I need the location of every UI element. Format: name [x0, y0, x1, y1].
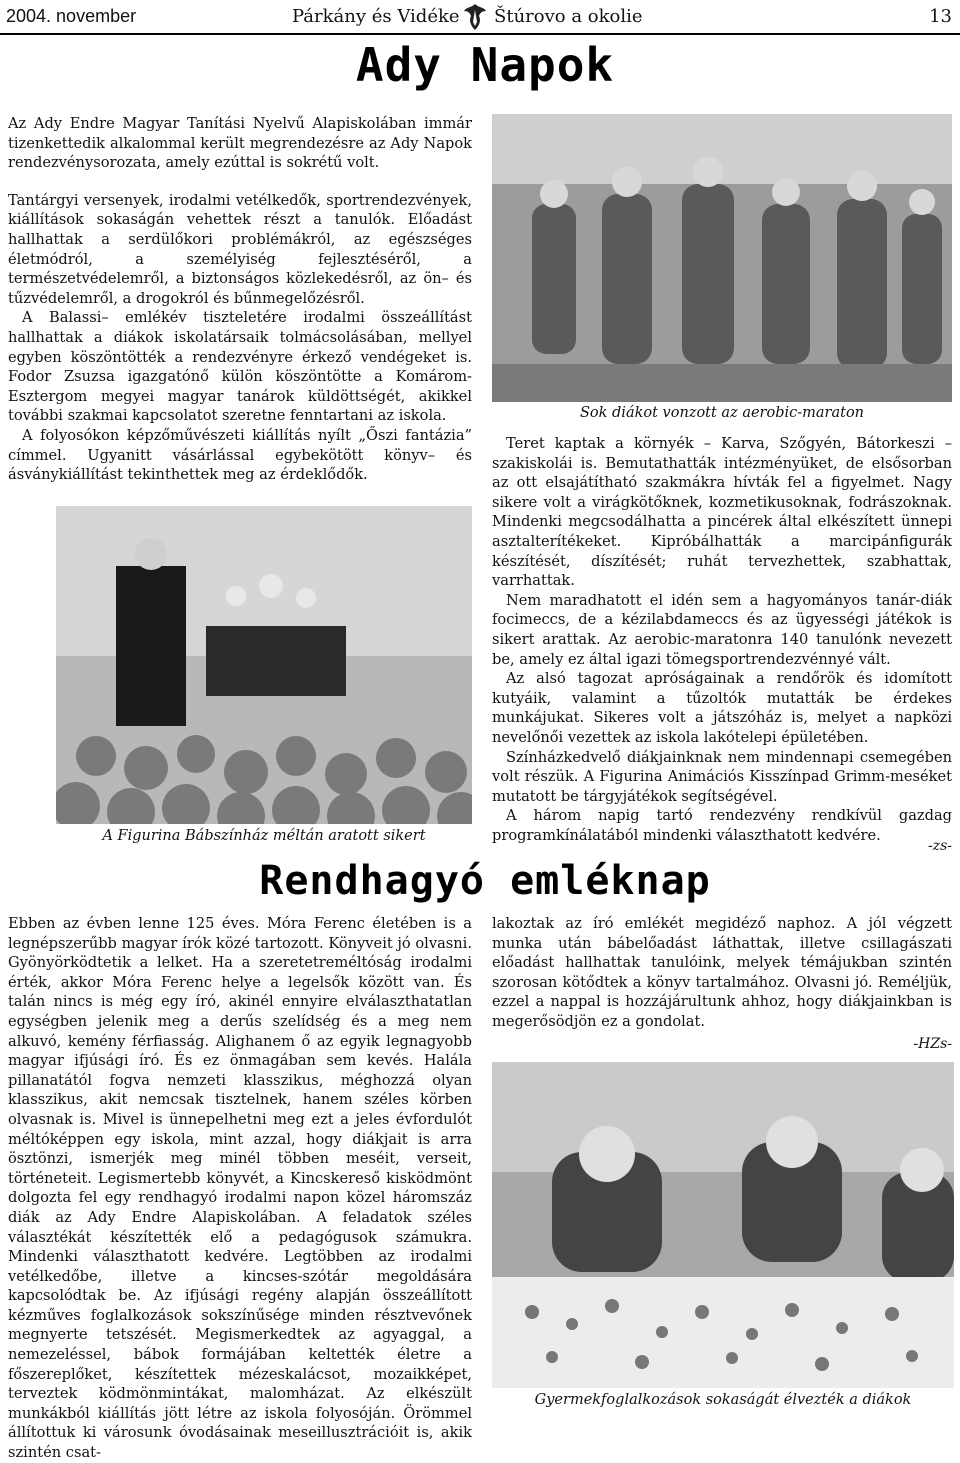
publication-name-slovak: Štúrovo a okolie — [494, 6, 643, 27]
aerobic-marathon-photo — [492, 114, 952, 402]
article2-signature: -HZs- — [913, 1036, 952, 1052]
publication-name-hungarian: Párkány és Vidéke — [292, 6, 460, 27]
article1-paragraph: Nem maradhatott el idén sem a hagyományos tanár-diák focimeccs, de a kézilabdameccs és az ügyességi játékok is sikert arattak. Az aerobic-maratonra 140 tanulónk nevezett be, amely ez által igazi tömegsportrendezvénnyé vált. — [492, 591, 952, 668]
page-number: 13 — [929, 6, 952, 27]
article1-paragraph: A három napig tartó rendezvény rendkívül gazdag programkínálatából mindenki választhatott kedvére. — [492, 807, 952, 844]
puppet-theatre-caption: A Figurina Bábszínház méltán aratott sikert — [102, 828, 426, 844]
article1-right-column — [492, 434, 952, 845]
article1-paragraph: A Balassi– emlékév tiszteletére irodalmi összeállítást hallhattak a diákok iskolatársaik tolmácsolásában, mellyel egyben köszöntötték a rendezvényre érkező vendégeket is. Fodor Zsuzsa igazgatónő külön köszöntötte a Komárom-Esztergom megyei magyar tanárok küldöttségét, akikkel további szakmai kapcsolatot szeretne fenntartani az iskola. — [8, 309, 472, 425]
article2-right-column — [492, 914, 952, 1032]
article-title-rendhagyo-emleknap: Rendhagyó emléknap — [259, 858, 711, 904]
article1-left-column — [8, 114, 472, 485]
article2-paragraph: Ebben az évben lenne 125 éves. Móra Ferenc életében is a legnépszerűbb magyar írók közé tartozott. Könyveit jó olvasni. Gyönyörködtetik a lelket. Ha a szeretetreméltóság irodalmi érték, akkor Móra Ferenc helye a legelsők között van. És talán nincs is még egy író, akinél ennyire elválaszthatatlan egységben jelenik meg a derűs szelídség és a meg nem alkuvó, kemény férfiasság. Alighanem ő az egyik legnagyobb magyar ifjúsági író. És ez önmagában sem kevés. Halála pillanatától fogva nemzeti klasszikus, méghozzá olyan klasszikus, akit nemcsak tisztelnek, hanem széles körben olvasnak is. Mivel is ünnepelhetni meg ezt a jeles évfordulót méltóképpen egy iskola, mint azzal, hogy diákjait is arra ösztönzi, ismerjék meg minél többen meséit, verseit, történeteit. Legismertebb könyvét, a Kincskereső kisködmönt dolgozta fel egy rendhagyó irodalmi napon közel háromszáz diák az Ady Endre Alapiskolában. A feladatok széles választékát készítették elő a pedagógusok számukra. Mindenki választhatott kedvére. Legtöbben az irodalmi vetélkedőbe, illetve a kincses-szótár megoldására kapcsolódtak be. Az ifjúsági regény alapján összeállított kézműves foglalkozások sokszínűsége minden résztvevőnek megnyerte tetszését. Megismerkedtek az agyaggal, a nemezeléssel, bábok formájában keltették életre a főszereplőket, készítettek mézeskalácsot, mozaikképet, terveztek ködmönmintákat, malomházat. Az elkészült munkákból kiállítás jött létre az iskola folyosóján. Örömmel állítottuk ki városunk óvodásainak meseillusztrációit is, akik szintén csat- — [8, 915, 472, 1462]
article1-paragraph: Az alsó tagozat apróságainak a rendőrök és idomított kutyáik, valamint a tűzoltók mutatták be érdekes munkájukat. Sikeres volt a játszóház is, melyet a napközi nevelőnői vezettek az iskola lakótelepi épületében. — [492, 670, 952, 746]
article1-signature: -zs- — [927, 838, 952, 854]
article1-lead: Az Ady Endre Magyar Tanítási Nyelvű Alapiskolában immár tizenkettedik alkalommal került megrendezésre az Ady Napok rendezvénysorozata, amely ezúttal is sokrétű volt. — [8, 115, 472, 172]
crafts-workshop-caption: Gyermekfoglalkozások sokaságát élvezték a diákok — [534, 1392, 912, 1408]
article2-paragraph: lakoztak az író emlékét megidéző naphoz. A jól végzett munka után bábelőadást láthattak, illetve csillagászati előadást hallhattak tanulóink, melyek témájukban szintén szorosan kötődtek a könyv tartalmához. Olvasni jó. Reméljük, ezzel a nappal is hozzájárultunk ahhoz, hogy diákjainkban is megerősödjön ez a gondolat. — [492, 915, 952, 1030]
article2-left-column — [8, 914, 472, 1463]
article-title-ady-napok: Ady Napok — [355, 38, 615, 92]
aerobic-marathon-caption: Sok diákot vonzott az aerobic-maraton — [579, 405, 865, 421]
article1-paragraph: Tantárgyi versenyek, irodalmi vetélkedők, sportrendezvények, kiállítások sokaságán vehettek részt a tanulók. Előadást hallhattak a serdülőkori problémákról, az egészséges életmódról, a személyiség fejlesztéséről, a természetvédelemről, a biztonságos közlekedésről, az ön– és tűzvédelemről, a drogokról és bűnmegelőzésről. — [8, 191, 472, 307]
article1-paragraph: A folyosókon képzőművészeti kiállítás nyílt „Őszi fantázia” címmel. Ugyanitt vásárlással egybekötött könyv– és ásványkiállítást tekinthettek meg az érdeklődők. — [8, 426, 472, 484]
page-header — [0, 0, 960, 36]
eagle-crest-icon — [462, 2, 488, 32]
article1-paragraph: Teret kaptak a környék – Karva, Szőgyén, Bátorkeszi – szakiskolái is. Bemutathatták intézményüket, de elsősorban az ott elsajátítható szakmákra hívták fel a figyelmet. Nagy sikere volt a virágkötőknek, kozmetikusoknak, fodrászoknak. Mindenki megcsodálhatta a pincérek által elkészített ünnepi asztalterítékeket. Kipróbálhatták a marcipánfigurák készítését, díszítését; ruhát tervezhettek, szabhattak, varrhattak. — [492, 435, 952, 590]
puppet-theatre-photo — [56, 506, 472, 824]
article1-paragraph: Színházkedvelő diákjainknak nem mindennapi csemegében volt részük. A Figurina Animációs Kisszínpad Grimm-meséket mutatott be tárgyjátékok segítségével. — [492, 748, 952, 805]
crafts-workshop-photo — [492, 1062, 954, 1388]
header-rule — [0, 33, 960, 35]
issue-date: 2004. november — [6, 6, 137, 26]
